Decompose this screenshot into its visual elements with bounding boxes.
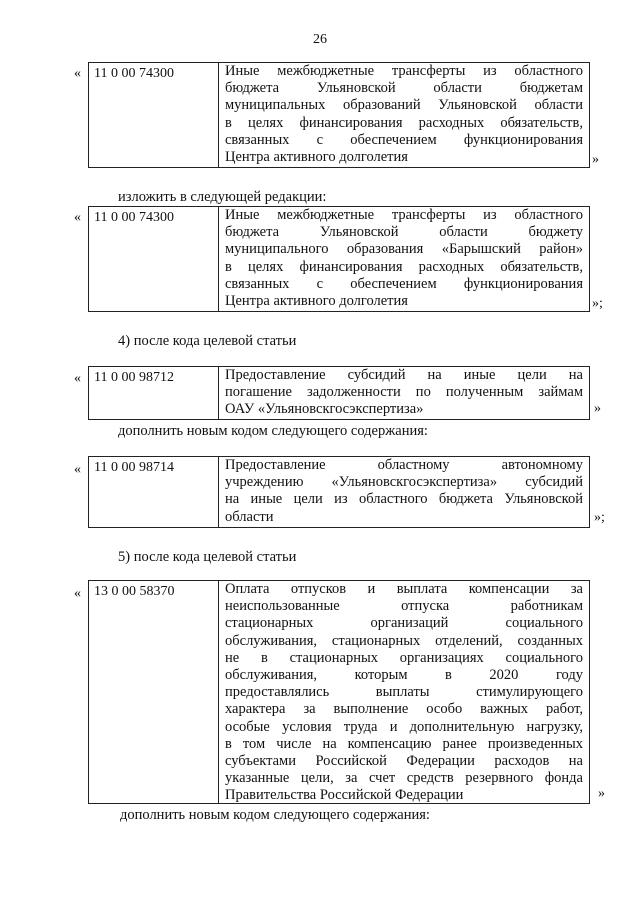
entry-line: бюджета Ульяновской области бюджетам	[225, 80, 583, 97]
entry-line: области	[225, 508, 274, 525]
code-entry-2	[88, 206, 590, 312]
code-entry-4	[88, 456, 590, 528]
entry-line: Правительства Российской Федерации	[225, 787, 464, 804]
entry-line: в целях финансирования расходных обязательств,	[225, 258, 583, 275]
entry-line: не в стационарных организациях социального	[225, 649, 583, 666]
entry-line: стационарных организаций социального	[225, 615, 583, 632]
code-entry-1	[88, 62, 590, 168]
entry-line: связанных с обеспечением функционирования	[225, 275, 583, 292]
entry-line: характера за выполнение особо важных работ,	[225, 701, 583, 718]
entry-line: связанных с обеспечением функционирования	[225, 131, 583, 148]
entry-line: неиспользованные отпуска работникам	[225, 598, 583, 615]
entry-line: учреждению «Ульяновскгосэкспертиза» субсидий	[225, 474, 583, 491]
paragraph-after-code-5: 5) после кода целевой статьи	[118, 549, 297, 565]
entry-line: муниципального образования «Барышский район»	[225, 241, 583, 258]
entry-line: ОАУ «Ульяновскгосэкспертиза»	[225, 401, 424, 418]
entry-description	[219, 581, 589, 803]
entry-line: Центра активного долголетия	[225, 149, 408, 166]
entry-line: Иные межбюджетные трансферты из областного	[225, 63, 583, 79]
close-quote-semicolon: »;	[592, 296, 603, 311]
code-entry-3	[88, 366, 590, 420]
entry-description	[219, 367, 589, 419]
entry-code: 11 0 00 98712	[89, 367, 219, 419]
close-quote: »	[598, 786, 605, 801]
entry-description	[219, 63, 589, 167]
paragraph-add-new-code-2: дополнить новым кодом следующего содержания:	[120, 807, 430, 823]
entry-line: муниципальных образований Ульяновской области	[225, 97, 583, 114]
entry-line: Центра активного долголетия	[225, 293, 408, 310]
entry-line: в целях финансирования расходных обязательств,	[225, 114, 583, 131]
entry-description	[219, 457, 589, 527]
open-quote: «	[74, 586, 81, 601]
open-quote: «	[74, 462, 81, 477]
code-entry-5	[88, 580, 590, 804]
entry-line: Иные межбюджетные трансферты из областного	[225, 207, 583, 223]
entry-line: бюджета Ульяновской области бюджету	[225, 224, 583, 241]
entry-code: 11 0 00 74300	[89, 63, 219, 167]
entry-line: в том числе на компенсацию ранее произведенных	[225, 735, 583, 752]
entry-line: Предоставление областному автономному	[225, 457, 583, 473]
entry-line: обслуживания, которым в 2020 году	[225, 667, 583, 684]
entry-code: 11 0 00 74300	[89, 207, 219, 311]
paragraph-after-code-4: 4) после кода целевой статьи	[118, 333, 297, 349]
entry-line: особые условия труда и дополнительную нагрузку,	[225, 718, 583, 735]
entry-line: указанные цели, за счет средств резервного фонда	[225, 770, 583, 787]
entry-line: предоставлялись выплаты стимулирующего	[225, 684, 583, 701]
close-quote-semicolon: »;	[594, 510, 605, 525]
paragraph-add-new-code-1: дополнить новым кодом следующего содержания:	[118, 423, 428, 439]
open-quote: «	[74, 371, 81, 386]
entry-line: Оплата отпусков и выплата компенсации за	[225, 581, 583, 597]
entry-description	[219, 207, 589, 311]
close-quote: »	[592, 152, 599, 167]
close-quote: »	[594, 401, 601, 416]
open-quote: «	[74, 66, 81, 81]
open-quote: «	[74, 210, 81, 225]
entry-code: 13 0 00 58370	[89, 581, 219, 803]
entry-line: Предоставление субсидий на иные цели на	[225, 367, 583, 383]
paragraph-state-as-follows: изложить в следующей редакции:	[118, 189, 327, 205]
entry-line: погашение задолженности по полученным займам	[225, 384, 583, 401]
entry-line: обслуживания, стационарных отделений, созданных	[225, 632, 583, 649]
page-number: 26	[313, 32, 327, 47]
entry-line: на иные цели из областного бюджета Ульяновской	[225, 491, 583, 508]
entry-code: 11 0 00 98714	[89, 457, 219, 527]
entry-line: субъектами Российской Федерации расходов на	[225, 753, 583, 770]
